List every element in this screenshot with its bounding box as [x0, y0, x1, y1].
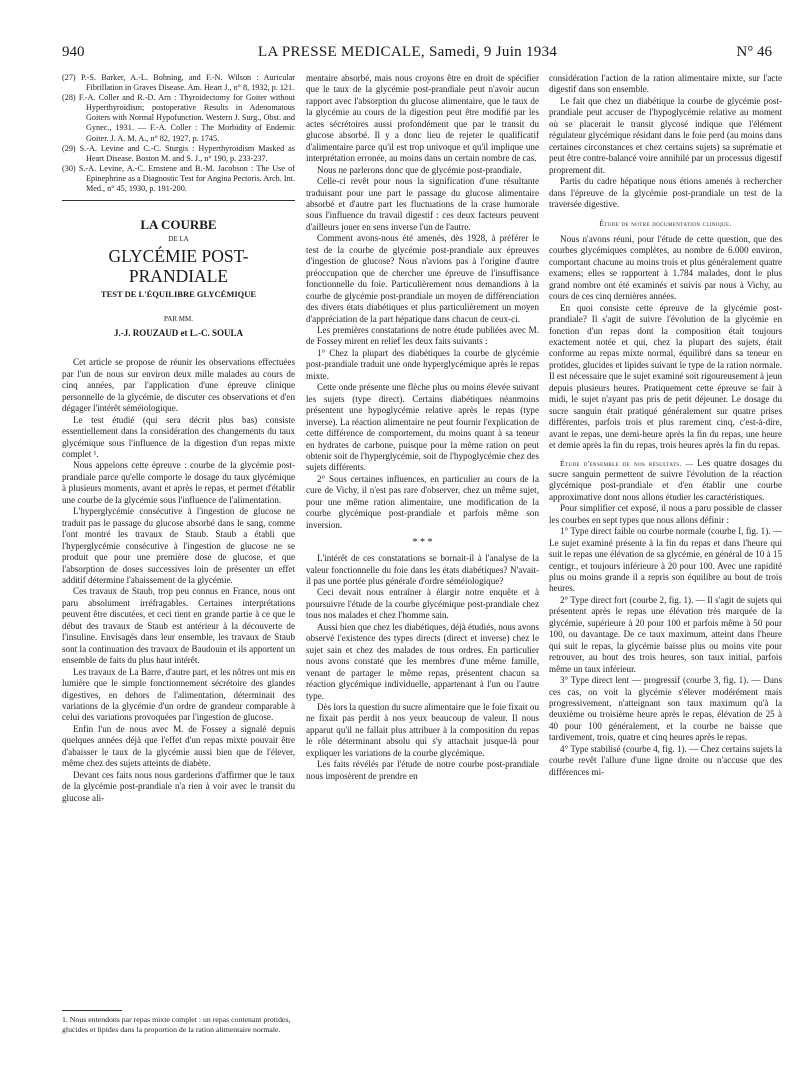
article-authors: J.-J. ROUZAUD et L.-C. SOULA	[114, 327, 243, 338]
section-divider	[62, 200, 295, 201]
reference-28: (28) F.-A. Coller and R.-D. Arn : Thyroidectomy for Goiter without Hyperthyroidism; postoperative Results in Adenomatous Goiters with Normal Hypofunction. Western J. Surg., Obst. and Gynec., 1931. — F.-A. Coller : The Morbidity of Endemic Goiter. J. A. M. A., n° 82, 1927, p. 1745.	[62, 93, 295, 143]
paragraph: Ces travaux de Staub, trop peu connus en France, nous ont paru absolument irréfragables. Certaines interprétations peuvent être discutées, et ceci tient en grande partie à ce que le début des travaux de Staub est antérieur à la découverte de l'insuline. Envisagés dans leur ensemble, les travaux de Staub sont la continuation des travaux de Baudouin et ils apportent un ensemble de faits du plus haut intérêt.	[62, 586, 295, 666]
paragraph: 2° Type direct fort (courbe 2, fig. 1). — Il s'agit de sujets qui présentent après le repas une élévation très marquée de la glycémie, supérieure à 20 pour 100 et parfois même à 50 pour 100, ou davantage. De ce taux maximum, atteint dans l'heure qui suit le repas, la glycémie baisse plus ou moins vite pour retrouver, au bout des trois heures, son taux initial, parfois même un taux inférieur.	[549, 594, 782, 674]
paragraph: 2° Sous certaines influences, en particulier au cours de la cure de Vichy, il n'est pas rare d'observer, chez un même sujet, pour une même ration alimentaire, une modification de la courbe glycémique post-prandiale et parfois même son inversion.	[306, 473, 539, 530]
reference-27: (27) P.-S. Barker, A.-L. Bohning, and F.-N. Wilson : Auricular Fibrillation in Graves Disease. Am. Heart J., n° 8, 1932, p. 121.	[62, 73, 295, 93]
paragraph: Les travaux de La Barre, d'autre part, et les nôtres ont mis en lumière que le simple fonctionnement sécrétoire des glandes digestives, en dehors de l'alimentation, déterminait des variations de la glycémie d'un ordre de grandeur comparable à celui des variations provoquées par l'ingestion de glucose.	[62, 666, 295, 723]
issue-number: N° 46	[736, 44, 772, 60]
paragraph: 4° Type stabilisé (courbe 4, fig. 1). — Chez certains sujets la courbe revêt l'allure d'une ligne droite ou n'accuse que des différences mi-	[549, 743, 782, 777]
footnote-rule	[62, 1010, 122, 1011]
running-header	[62, 44, 772, 64]
paragraph: L'intérêt de ces constatations se bornait-il à l'analyse de la valeur fonctionnelle du foie dans les états diabétiques? N'avait-il pas une portée plus générale d'ordre séméiologique?	[306, 553, 539, 587]
section-heading-results: Étude d'ensemble de nos résultats. —	[560, 458, 694, 468]
page-number: 940	[62, 44, 85, 60]
paragraph: Aussi bien que chez les diabétiques, déjà étudiés, nous avons observé l'existence des types directs (direct et inverse) chez le sujet sain et chez des malades de tous ordres. En particulier nous avons constaté que les membres d'une même famille, venant de partager le même repas, présentent chacun sa réaction glycémique individuelle, appartenant à l'un ou l'autre type.	[306, 621, 539, 701]
paragraph: Nous n'avons réuni, pour l'étude de cette question, que des courbes glycémiques complètes, au nombre de 6.000 environ, comportant chacune au moins trois et plus généralement quatre examens; elles se rapportent à 1.784 malades, dont le plus grand nombre ont été examinés et suivis par nous à Vichy, au cours de ces cinq dernières années.	[549, 233, 782, 302]
footnote-text: 1. Nous entendons par repas mixte complet : un repas contenant protides, glucides et lipides dans la proportion de la ration alimentaire normale.	[62, 1015, 291, 1034]
section-heading-documentation: Étude de notre documentation clinique.	[599, 219, 732, 229]
paragraph: Celle-ci revêt pour nous la signification d'une résultante traduisant pour une part le passage du glucose alimentaire absorbé et d'autre part les fluctuations de la crase humorale sous l'influence du travail digestif : ces deux facteurs peuvent d'ailleurs jouer en sens inverse l'un de l'autre.	[306, 176, 539, 232]
paragraph: Ceci devait nous entraîner à élargir notre enquête et à poursuivre l'étude de la courbe glycémique post-prandiale chez tous nos malades et chez l'homme sain.	[306, 587, 539, 621]
paragraph: mentaire absorbé, mais nous croyons être en droit de spécifier que le taux de la glycémie post-prandiale peut n'avoir aucun rapport avec l'absorption du glucose alimentaire, que le taux de la glycémie au cours de la digestion peut être modifié par les actes sécrétoires aussi profondément que par le transit du glucose absorbé. Il y a donc lieu de rejeter le qualificatif d'alimentaire parce qu'il est trop univoque et qu'il implique une interprétation erronée, au moins dans un certain nombre de cas.	[306, 73, 539, 164]
paragraph: Dès lors la question du sucre alimentaire que le foie fixait ou ne fixait pas perdit à nos yeux beaucoup de valeur. Il nous apparut qu'il ne fallait plus attribuer à la composition du repas le rôle déterminant absolu qui s'y attachait jusque-là pour expliquer les variations de la courbe glycémique.	[306, 702, 539, 758]
paragraph: L'hyperglycémie consécutive à l'ingestion de glucose ne traduit pas le passage du glucose absorbé dans le sang, comme l'ont montré les travaux de Staub. Staub a établi que l'hyperglycémie consécutive à l'ingestion de glucose ne se produit que pour une première dose de glucose, et que l'absorption de doses successives loin de présenter un effet additif détermine l'abaissement de la glycémie.	[62, 506, 295, 585]
title-line-1: LA COURBE	[140, 217, 217, 233]
reference-29: (29) S.-A. Levine and C.-C. Sturgis : Hyperthyroidism Masked as Heart Disease. Boston M. and S. J., n° 190, p. 233-237.	[62, 143, 295, 163]
reference-30: (30) S.-A. Levine, A.-C. Ernstene and B.-M. Jacobson : The Use of Epinephrine as a Diagnostic Test for Angina Pectoris. Arch. Int. Med., n° 45, 1930, p. 191-200.	[62, 163, 295, 194]
paragraph: 1° Chez la plupart des diabétiques la courbe de glycémie post-prandiale traduit une onde hyperglycémique après le repas mixte.	[306, 347, 539, 381]
column-1	[62, 73, 295, 804]
paragraph: Le test étudié (qui sera décrit plus bas) consiste essentiellement dans la considération des changements du taux glycémique sous l'influence de la digestion d'un repas mixte complet ¹.	[62, 414, 295, 460]
paragraph: 1° Type direct faible ou courbe normale (courbe I, fig. 1). — Le sujet examiné présente à la fin du repas et dans l'heure qui suit le repas une élévation de sa glycémie, en général de 10 à 15 centigr., et toujours inférieure à 20 pour 100. Avec une rapidité plus ou moins grande il a repris son équilibre au bout de trois heures.	[549, 526, 782, 594]
par-label: PAR MM.	[164, 315, 193, 324]
paragraph: 3° Type direct lent — progressif (courbe 3, fig. 1). — Dans ces cas, on voit la glycémie s'élever modérément mais progressivement, n'atteignant son taux maximum qu'à la deuxième ou troisième heure après le repas, élévation de 25 à 40 pour 100 généralement, et la courbe ne baisse que tardivement, trois, quatre et cinq heures après le repas.	[549, 675, 782, 743]
paragraph: Nous ne parlerons donc que de glycémie post-prandiale.	[317, 164, 522, 175]
paragraph: Les faits révélés par l'étude de notre courbe post-prandiale nous imposèrent de prendre en	[306, 759, 539, 781]
paragraph: Comment avons-nous été amenés, dès 1928, à préférer le test de la courbe de glycémie post-prandiale aux épreuves d'ingestion de glucose? Nous n'avions pas à l'origine d'autre préoccupation que de chercher une épreuve de l'insuffisance fonctionnelle du foie. Particulièrement nous demandions à la courbe de glycémie post-prandiale un moyen de différenciation des divers états diabétiques et plus particulièrement un moyen d'appréciation de la part hépatique dans chacun de ceux-ci.	[306, 233, 539, 324]
paragraph: Le fait que chez un diabétique la courbe de glycémie post-prandiale peut accuser de l'hypoglycémie relative au moment où se placerait le transit glycosé indique que l'élément régulateur glycémique résidant dans le foie perd (au moins dans certaines circonstances et chez certains sujets) sa suprématie et peut être contre-balancé voire annihilé par un processus digestif proprement dit.	[549, 95, 782, 175]
section-stars: * * *	[412, 537, 433, 549]
column-3	[549, 73, 782, 778]
paragraph: Les premières constatations de notre étude publiées avec M. de Fossey mirent en relief les deux faits suivants :	[306, 324, 539, 347]
title-line-2: DE LA	[168, 234, 189, 243]
paragraph: Cette onde présente une flèche plus ou moins élevée suivant les sujets (type direct). Certains diabétiques néanmoins présentent une hypoglycémie relative après le repas (type inverse). La réaction alimentaire ne peut fournir l'explication de cette différence de comportement, du moins quant à sa teneur en hydrates de carbone, puisque pour la même ration on peut obtenir soit de l'hyperglycémie, soit de l'hypoglycémie chez des sujets différents.	[306, 382, 539, 473]
paragraph: Les quatre dosages du sucre sanguin permettent de suivre l'évolution de la réaction glycémique post-prandiale et d'en établir une courbe approximative dont nous allons étudier les caractéristiques.	[549, 457, 782, 502]
article-title-block	[62, 219, 295, 339]
paragraph: Partis du cadre hépatique nous étions amenés à rechercher dans l'épreuve de la glycémie post-prandiale un test de la traversée digestive.	[549, 176, 782, 209]
journal-title: LA PRESSE MEDICALE, Samedi, 9 Juin 1934	[258, 44, 558, 60]
paragraph: Nous appelons cette épreuve : courbe de la glycémie post-prandiale parce qu'elle comporte le dosage du taux glycémique à plusieurs moments, avant et après le repas, et permet d'établir une courbe de la glycémie sous l'influence de l'alimentation.	[62, 460, 295, 505]
paragraph: Pour simplifier cet exposé, il nous a paru possible de classer les courbes en sept types que nous allons définir :	[549, 503, 782, 525]
paragraph: En quoi consiste cette épreuve de la glycémie post-prandiale? Il s'agit de suivre l'évolution de la glycémie en fonction d'un repas dont la composition était toujours exactement notée et qui, chez la plupart des sujets, était conforme au repas mixte normal, équilibré dans sa teneur en protides, glucides et lipides suivant le type de la ration normale. Il est nécessaire que le sujet examiné soit rigoureusement à jeun depuis plusieurs heures. Pratiquement cette épreuve se fait à midi, le sujet n'ayant pas pris de petit déjeuner. Le dosage du sucre sanguin était pratiqué généralement sur quatre prises différentes, parfois trois et plus rarement cinq, c'est-à-dire, avant le repas, une demi-heure après la fin du repas, une heure et demie après la fin du repas, trois heures après la fin du repas.	[549, 302, 782, 451]
article-subtitle: TEST DE L'ÉQUILIBRE GLYCÉMIQUE	[100, 289, 257, 300]
paragraph: considération l'action de la ration alimentaire mixte, sur l'acte digestif dans son ensemble.	[549, 73, 782, 95]
paragraph: Devant ces faits nous nous garderions d'affirmer que le taux de la glycémie post-prandiale n'a rien à voir avec le transit du glucose ali-	[62, 769, 295, 803]
paragraph: Cet article se propose de réunir les observations effectuées par l'un de nous sur environ deux mille malades au cours de cinq années, par l'application d'une épreuve clinique personnelle de la glycémie, de discuter ces observations et d'en dégager l'intérêt séméiologique.	[62, 357, 295, 414]
column-2	[306, 73, 539, 782]
paragraph: Enfin l'un de nous avec M. de Fossey a signalé depuis quelques années déjà que l'effet d'un repas mixte pouvait être d'abaisser le taux de la glycémie aussi bien que de l'élever, même chez des sujets atteints de diabète.	[62, 723, 295, 769]
footnote	[62, 1010, 295, 1034]
article-title: GLYCÉMIE POST-PRANDIALE	[108, 246, 249, 287]
